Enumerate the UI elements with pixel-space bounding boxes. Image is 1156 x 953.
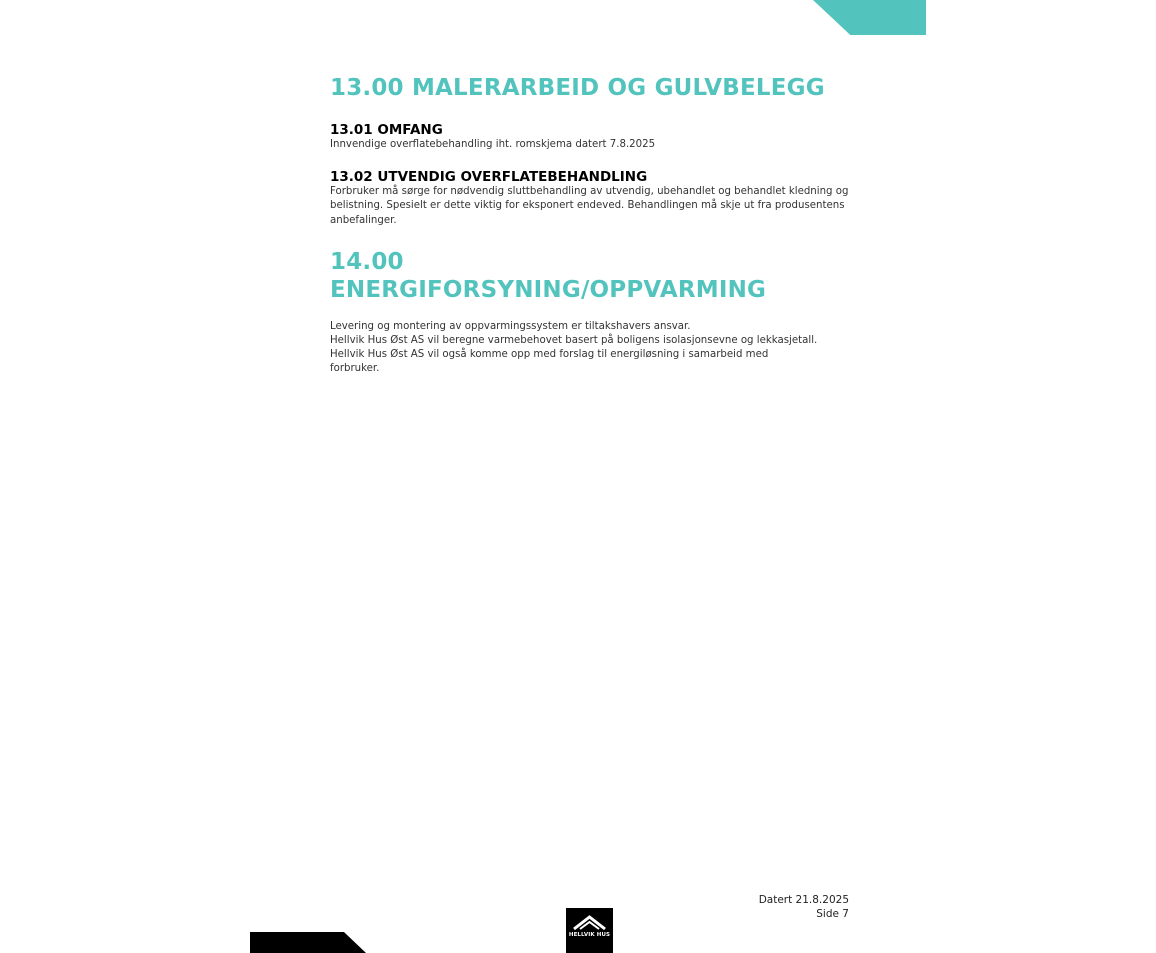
house-roof-icon bbox=[566, 908, 613, 953]
footer-date: Datert 21.8.2025 bbox=[758, 894, 849, 906]
section-13-heading: 13.00 MALERARBEID OG GULVBELEGG bbox=[330, 75, 825, 101]
section-14-text-line-2: Hellvik Hus Øst AS vil beregne varmebehovet basert på boligens isolasjonsevne og lekkasjetall. bbox=[330, 335, 818, 347]
section-13-02-text: Forbruker må sørge for nødvendig sluttbehandling av utvendig, ubehandlet og behandlet kledning og belistning. Spesielt er dette viktig for eksponert endeved. Behandlingen må skje ut fra produsentens anbefalinger. bbox=[330, 186, 849, 226]
section-14-text-line-3: Hellvik Hus Øst AS vil også komme opp med forslag til energiløsning i samarbeid med forbruker. bbox=[330, 349, 769, 375]
logo-text: HELLVIK HUS bbox=[568, 932, 611, 938]
section-14-text-line-1: Levering og montering av oppvarmingssystem er tiltakshavers ansvar. bbox=[330, 320, 691, 332]
section-13-01-heading: 13.01 OMFANG bbox=[330, 122, 443, 138]
section-14-heading-number: 14.00 bbox=[330, 248, 404, 275]
section-13-01-text: Innvendige overflatebehandling iht. romskjema datert 7.8.2025 bbox=[330, 139, 656, 150]
section-14-heading-title: ENERGIFORSYNING/OPPVARMING bbox=[330, 276, 767, 303]
page-content bbox=[330, 74, 860, 377]
hellvik-hus-logo bbox=[566, 908, 613, 953]
section-13-02-heading: 13.02 UTVENDIG OVERFLATEBEHANDLING bbox=[330, 169, 648, 186]
footer-info bbox=[759, 893, 849, 921]
footer-page-number: Side 7 bbox=[816, 908, 849, 920]
